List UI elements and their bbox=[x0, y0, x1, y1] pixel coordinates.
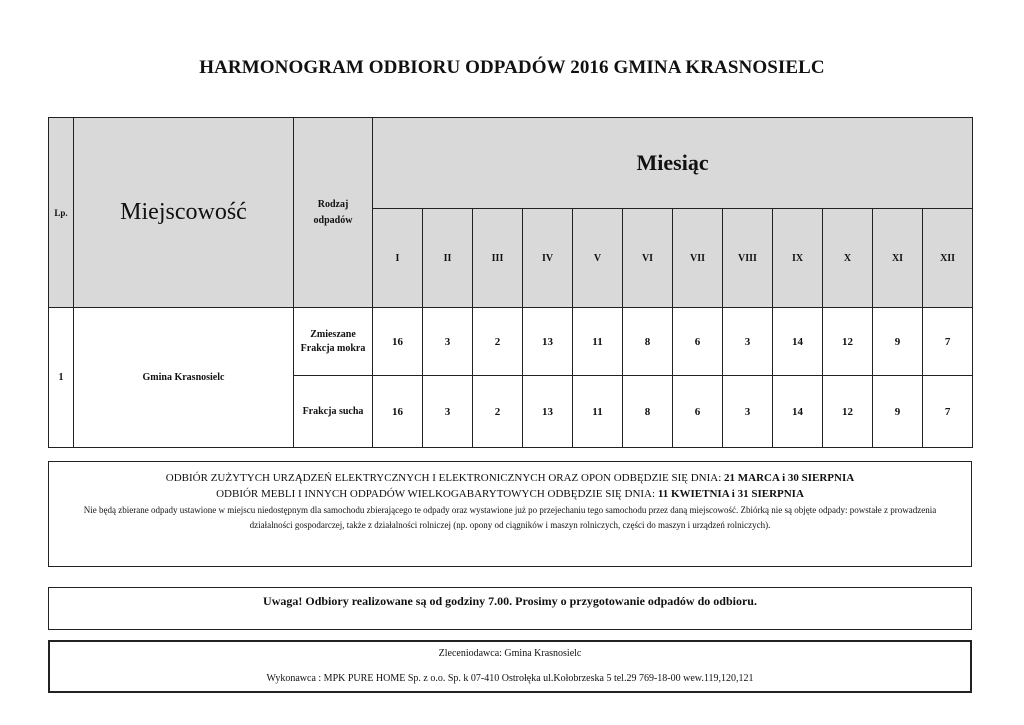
day-cell: 13 bbox=[523, 376, 573, 448]
month-ix: IX bbox=[773, 209, 823, 308]
contractor-text: Wykonawca : MPK PURE HOME Sp. z o.o. Sp. k 07-410 Ostrołęka ul.Kołobrzeska 5 tel.29 769-18-00 wew.119,120,121 bbox=[266, 673, 754, 684]
furniture-collection-dates: 11 KWIETNIA i 31 SIERPNIA bbox=[657, 488, 804, 500]
locality-header: Miejscowość bbox=[74, 118, 294, 308]
schedule-table bbox=[48, 117, 973, 448]
month-i: I bbox=[373, 209, 423, 308]
day-cell: 3 bbox=[423, 376, 473, 448]
waste-type-header-line2: odpadów bbox=[313, 214, 353, 226]
fraction-name-dry: Frakcja sucha bbox=[294, 376, 373, 448]
day-cell: 13 bbox=[523, 308, 573, 376]
day-cell: 16 bbox=[373, 308, 423, 376]
day-cell: 6 bbox=[673, 376, 723, 448]
page-title: HARMONOGRAM ODBIORU ODPADÓW 2016 GMINA KRASNOSIELC bbox=[199, 57, 825, 78]
day-cell: 8 bbox=[623, 308, 673, 376]
day-cell: 11 bbox=[573, 308, 623, 376]
electronics-collection-text: ODBIÓR ZUŻYTYCH URZĄDZEŃ ELEKTRYCZNYCH I ELEKTRONICZNYCH ORAZ OPON ODBĘDZIE SIĘ DNIA: bbox=[165, 472, 725, 484]
day-cell: 2 bbox=[473, 376, 523, 448]
day-cell: 12 bbox=[823, 376, 873, 448]
month-x: X bbox=[823, 209, 873, 308]
day-cell: 16 bbox=[373, 376, 423, 448]
lp-header: Lp. bbox=[49, 118, 74, 308]
electronics-collection-dates: 21 MARCA i 30 SIERPNIA bbox=[724, 472, 855, 484]
row-locality: Gmina Krasnosielc bbox=[74, 308, 294, 448]
electronics-collection-line bbox=[49, 470, 971, 486]
collection-rules-text: Nie będą zbierane odpady ustawione w miejscu niedostępnym dla samochodu zbierającego te odpady oraz wystawione już po przejechaniu tego samochodu przez daną miejscowość. Zbiórką nie są objęte odpady: powstałe z prowadzenia działalności gospodarczej, także z działalności rolniczej (np. opony od ciągników i maszyn rolniczych, części do maszyn i urządzeń rolniczych). bbox=[83, 505, 937, 530]
month-xi: XI bbox=[873, 209, 923, 308]
waste-type-header-line1: Rodzaj bbox=[317, 198, 349, 210]
day-cell: 14 bbox=[773, 308, 823, 376]
day-cell: 3 bbox=[723, 308, 773, 376]
month-v: V bbox=[573, 209, 623, 308]
month-viii: VIII bbox=[723, 209, 773, 308]
day-cell: 11 bbox=[573, 376, 623, 448]
day-cell: 14 bbox=[773, 376, 823, 448]
furniture-collection-line bbox=[49, 486, 971, 502]
month-vi: VI bbox=[623, 209, 673, 308]
day-cell: 9 bbox=[873, 376, 923, 448]
month-iv: IV bbox=[523, 209, 573, 308]
day-cell: 7 bbox=[923, 376, 973, 448]
month-ii: II bbox=[423, 209, 473, 308]
fraction-name-line2: Frakcja mokra bbox=[300, 342, 366, 354]
fraction-name-line1: Zmieszane bbox=[310, 328, 356, 340]
notice-box: Uwaga! Odbiory realizowane są od godziny 7.00. Prosimy o przygotowanie odpadów do odbioru. bbox=[48, 587, 972, 630]
client-text: Zleceniodawca: Gmina Krasnosielc bbox=[438, 648, 582, 659]
day-cell: 3 bbox=[723, 376, 773, 448]
month-xii: XII bbox=[923, 209, 973, 308]
row-lp: 1 bbox=[49, 308, 74, 448]
furniture-collection-text: ODBIÓR MEBLI I INNYCH ODPADÓW WIELKOGABARYTOWYCH ODBĘDZIE SIĘ DNIA: bbox=[216, 488, 658, 500]
day-cell: 12 bbox=[823, 308, 873, 376]
month-vii: VII bbox=[673, 209, 723, 308]
month-header: Miesiąc bbox=[373, 118, 973, 209]
day-cell: 7 bbox=[923, 308, 973, 376]
fraction-name-mixed bbox=[294, 308, 373, 376]
day-cell: 8 bbox=[623, 376, 673, 448]
table-row bbox=[49, 308, 973, 376]
day-cell: 6 bbox=[673, 308, 723, 376]
footer-box bbox=[48, 640, 972, 693]
day-cell: 3 bbox=[423, 308, 473, 376]
day-cell: 2 bbox=[473, 308, 523, 376]
waste-type-header bbox=[294, 118, 373, 308]
month-iii: III bbox=[473, 209, 523, 308]
info-box bbox=[48, 461, 972, 567]
day-cell: 9 bbox=[873, 308, 923, 376]
